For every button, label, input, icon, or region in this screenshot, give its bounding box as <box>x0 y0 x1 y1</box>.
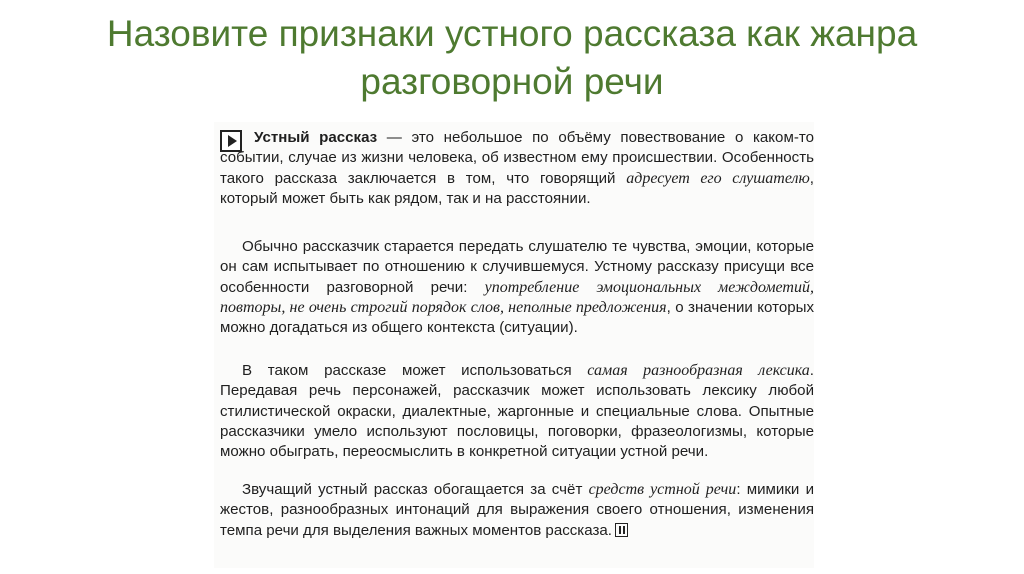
paragraph-text: — это небольшое по объёму повествование о каком-то событии, случае из жизни человека, об известном ему происшествии. Особенность такого рассказа заключается в том, что говорящий <box>220 129 814 187</box>
paragraph-text: Звучащий устный рассказ обогащается за счёт <box>242 481 589 498</box>
paragraph-speech-means <box>220 480 814 541</box>
italic-phrase: средств устной речи <box>588 481 737 498</box>
slide-title: Назовите признаки устного рассказа как жанра разговорной речи <box>106 13 918 102</box>
paragraph-text: : мимики и жестов, разнообразных интонаций для выражения своего отношения, изменения темпа речи для выделения важных моментов рассказа. <box>220 481 814 539</box>
paragraph-text: . Передавая речь персонажей, рассказчик может использовать лексику любой стилистической окраски, диалектные, жаргонные и специальные слова. Опытные рассказчики умело используют пословицы, поговорки, фразеологизмы, которые можно обыграть, переосмыслить в конкретной ситуации устной речи. <box>220 362 814 461</box>
paragraph-definition <box>220 128 814 209</box>
italic-phrase: употребление эмоциональных междометий, повторы, не очень строгий порядок слов, неполные предложения <box>220 278 814 316</box>
italic-phrase: адресует его слушателю <box>626 169 810 187</box>
paragraph-text: В таком рассказе может использоваться <box>242 362 588 379</box>
paragraph-lexicon <box>220 361 814 462</box>
term-oral-story: Устный рассказ <box>254 129 378 146</box>
paragraph-text: Обычно рассказчик старается передать слушателю те чувства, эмоции, которые он сам испытывает по отношению к случившемуся. Устному рассказу присущи все особенности разговорной речи: <box>220 238 814 296</box>
paragraph-text: , который может быть как рядом, так и на расстоянии. <box>220 169 814 207</box>
pause-icon <box>615 523 628 537</box>
paragraph-text: , о значении которых можно догадаться из общего контекста (ситуации). <box>220 298 815 337</box>
textbook-scan <box>214 122 814 568</box>
italic-phrase: самая разнообразная лексика <box>587 362 810 379</box>
paragraph-features <box>220 237 814 338</box>
